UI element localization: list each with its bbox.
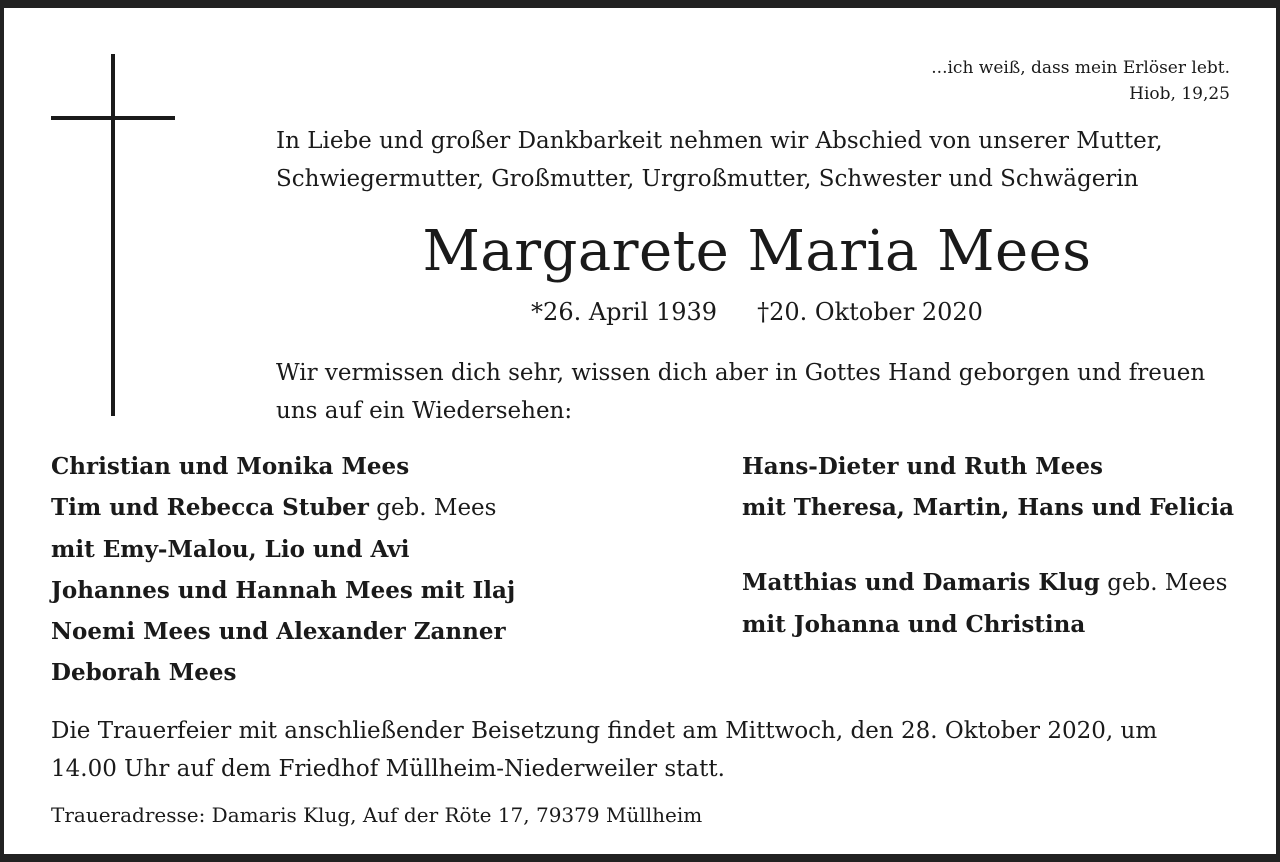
- farewell-message: [276, 354, 1244, 430]
- maiden-name-note: geb. Mees: [368, 495, 497, 521]
- family-member: mit Johanna und Christina: [742, 611, 1086, 638]
- intro-line: In Liebe und großer Dankbarkeit nehmen wir Abschied von unserer Mutter,: [276, 128, 1163, 154]
- funeral-line: Die Trauerfeier mit anschließender Beisetzung findet am Mittwoch, den 28. Oktober 2020, um: [51, 718, 1158, 744]
- family-member-name: Matthias und Damaris Klug: [742, 569, 1100, 596]
- verse-quote: ...ich weiß, dass mein Erlöser lebt.: [931, 58, 1230, 78]
- intro-line: Schwiegermutter, Großmutter, Urgroßmutter, Schwester und Schwägerin: [276, 166, 1139, 192]
- family-member: mit Emy-Malou, Lio und Avi: [51, 536, 410, 563]
- cross-icon: [111, 54, 115, 416]
- family-member: Johannes und Hannah Mees mit Ilaj: [51, 577, 516, 604]
- message-line: uns auf ein Wiedersehen:: [276, 398, 573, 424]
- bible-verse: [931, 55, 1230, 107]
- family-member: Hans-Dieter und Ruth Mees: [742, 453, 1103, 480]
- funeral-details: [51, 712, 1246, 788]
- cross-icon-bar: [51, 116, 175, 120]
- deceased-name: Margarete Maria Mees: [422, 219, 1092, 284]
- family-member: [51, 487, 515, 529]
- message-line: Wir vermissen dich sehr, wissen dich aber in Gottes Hand geborgen und freuen: [276, 360, 1206, 386]
- family-list-right: [742, 446, 1234, 645]
- verse-reference: Hiob, 19,25: [1129, 84, 1230, 104]
- family-member: [742, 562, 1234, 604]
- family-member: Noemi Mees und Alexander Zanner: [51, 618, 506, 645]
- mourning-address: Traueradresse: Damaris Klug, Auf der Röte 17, 79379 Müllheim: [51, 803, 703, 827]
- family-member: Christian und Monika Mees: [51, 453, 410, 480]
- family-member: Deborah Mees: [51, 659, 237, 686]
- family-member-name: Tim und Rebecca Stuber: [51, 494, 369, 521]
- death-date: †20. Oktober 2020: [757, 298, 983, 326]
- family-member: mit Theresa, Martin, Hans und Felicia: [742, 494, 1235, 521]
- maiden-name-note: geb. Mees: [1099, 570, 1228, 596]
- life-dates: [276, 292, 1238, 332]
- family-list-left: [51, 446, 515, 693]
- funeral-line: 14.00 Uhr auf dem Friedhof Müllheim-Niederweiler statt.: [51, 756, 725, 782]
- birth-date: *26. April 1939: [531, 298, 718, 326]
- intro-text: [276, 122, 1246, 198]
